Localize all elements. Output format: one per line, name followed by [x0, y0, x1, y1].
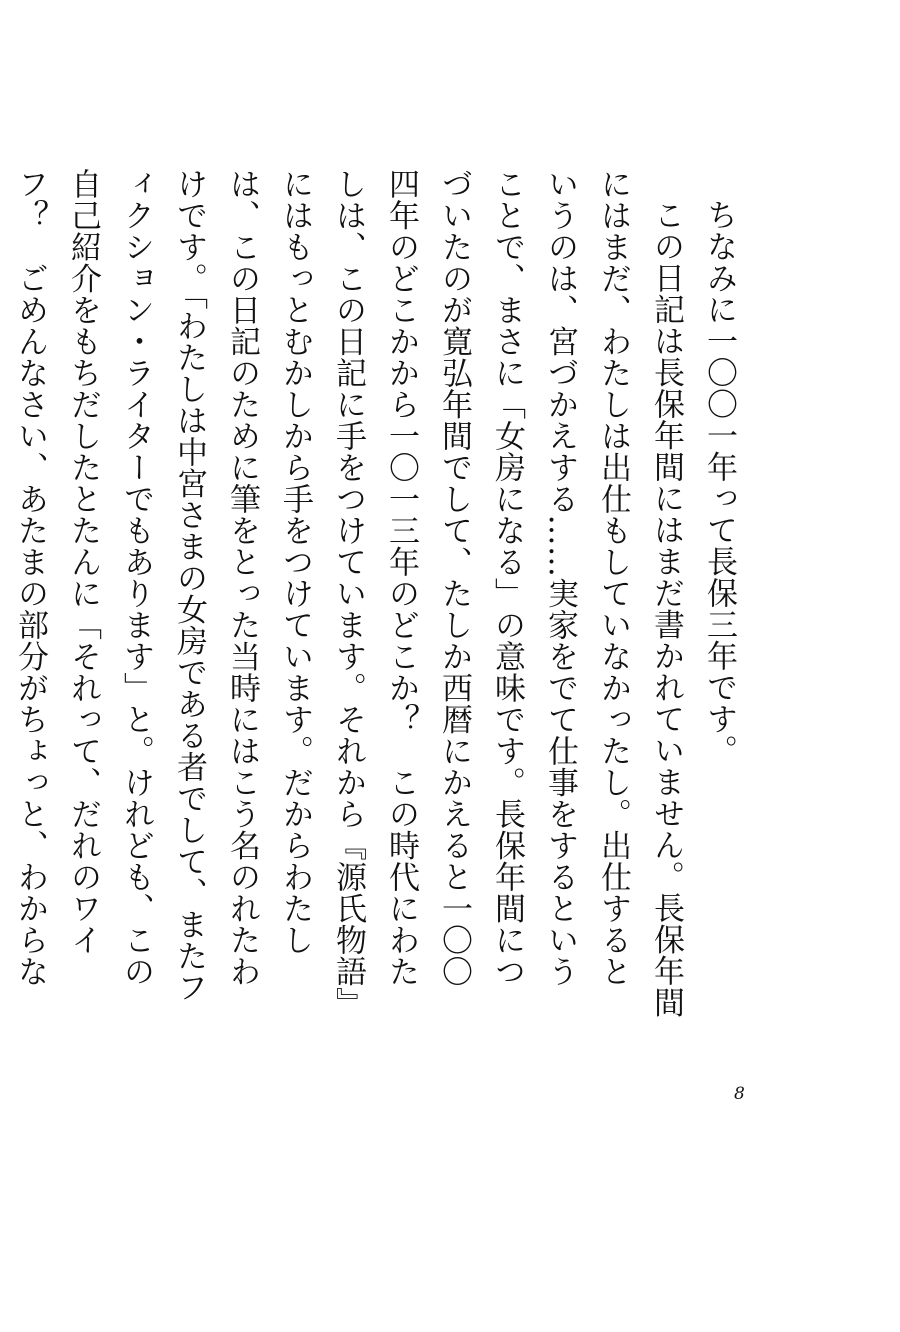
paragraph-2: この日記は長保年間にはまだ書かれていません。長保年間にはまだ、わたしは出仕もしていなかったし。出仕するというのは、宮づかえする……実家をでて仕事をするということで、まさに「女房になる」の意味です。長保年間につづいたのが寛弘年間でして、たしか西暦にかえると一〇〇四年のどこかから一〇一三年のどこか？ この時代にわたしは、この日記に手をつけています。それから『源氏物語』にはもっとむかしから手をつけています。だからわたしは、この日記のために筆をとった当時にはこう名のれたわけです。「わたしは中宮さまの女房である者でして、またフィクション・ライターでもあります」と。けれども、この自己紹介をもちだしたとたんに「それって、だれのワイフ？ ごめんなさい、あたまの部分がちょっと、わからな [12, 168, 684, 1018]
page-number: 8 [734, 1084, 745, 1104]
paragraph-1: ちなみに一〇〇一年って長保三年です。 [701, 199, 737, 766]
vertical-text-block [0, 168, 745, 1018]
